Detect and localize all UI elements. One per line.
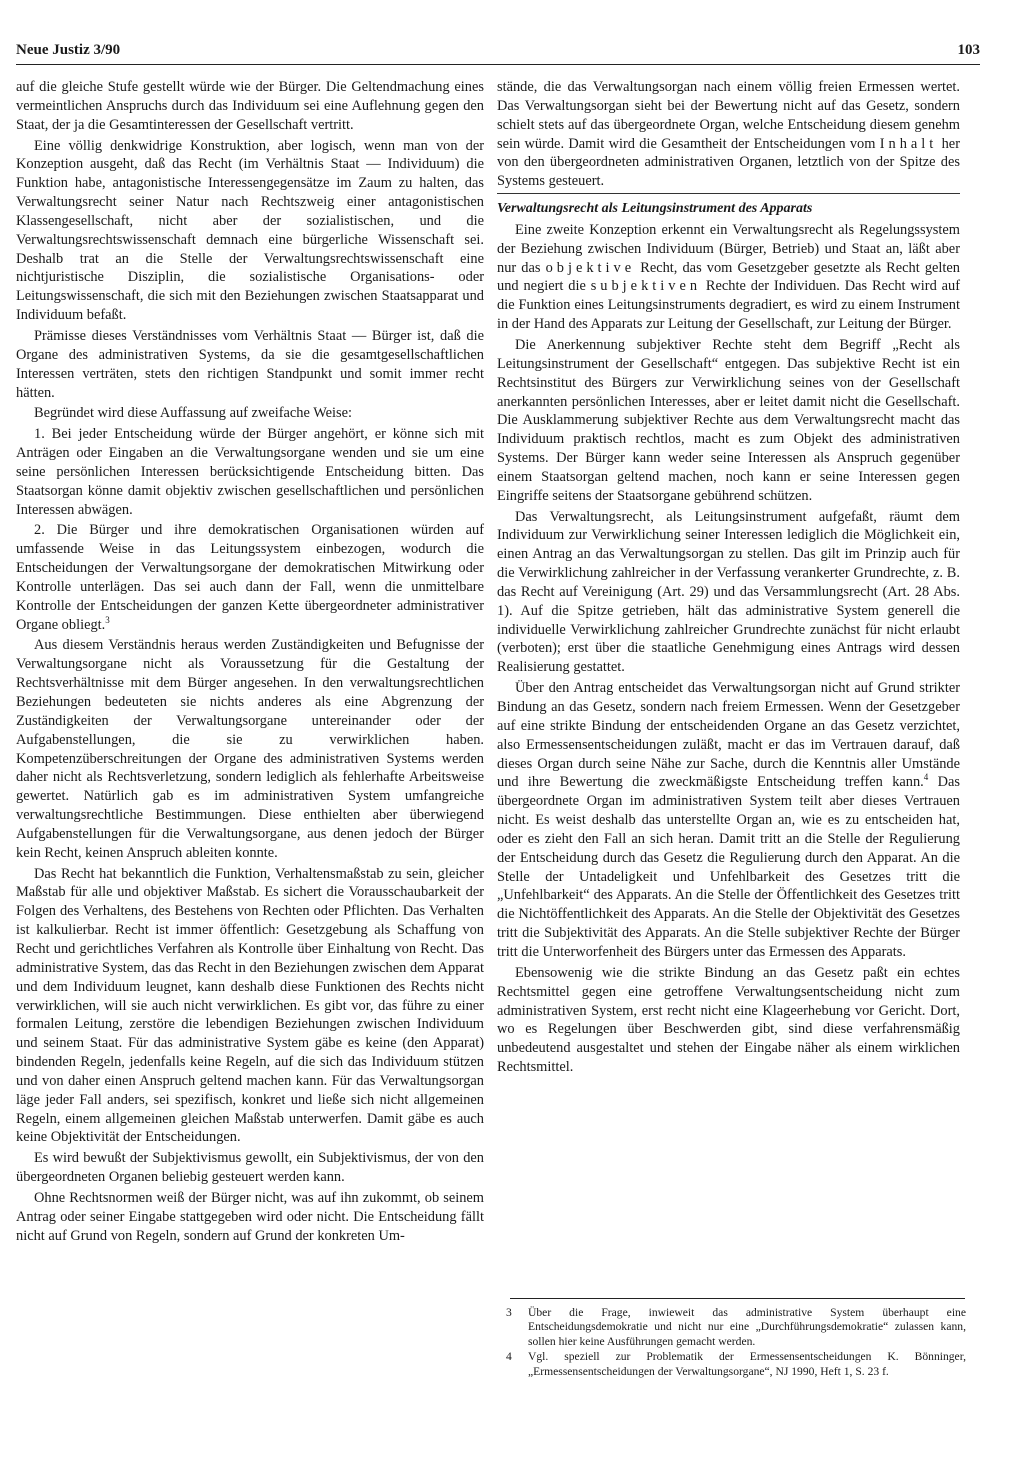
footnotes (506, 1306, 966, 1380)
paragraph-text: Das übergeordnete Organ im administrativen System teilt aber dieses Vertrauen nicht. Es weist deshalb das unterstellte Organ an, wie es zu entscheiden hat, oder es zieht den Fall an sich heran. Damit tritt an die Stelle der Regulierung der Entscheidung durch das Gesetz die Regulierung durch den Apparat. An die Stelle der Untadeligkeit und Unfehlbarkeit des Gesetzes tritt die „Unfehlbarkeit“ des Apparats. An die Stelle der Öffentlichkeit des Gesetzes tritt die Nichtöffentlichkeit des Apparats. An die Stelle der Objektivität des Gesetzes tritt die Subjektivität des Apparats. An die Stelle subjektiver Rechte der Bürger tritt die Unterworfenheit des Bürgers unter das Ermessen des Apparats. (497, 774, 961, 960)
paragraph: auf die gleiche Stufe gestellt würde wie der Bürger. Die Geltendmachung eines vermeintlichen Anspruchs durch das Individuum sei eine Auflehnung gegen den Staat, der ja die Gesamtinteressen der Gesellschaft vertritt. (16, 79, 484, 133)
emphasis-text: subjektiven (590, 278, 702, 295)
paragraph-text: 2. Die Bürger und ihre demokratischen Organisationen würden auf umfassende Weise in das Leitungssystem einbezogen, wodurch die Entscheidungen der Verwaltungsorgane der demokratischen Mitwirkung oder Kontrolle unterlägen. Das sei auch dann der Fall, wenn die unmittelbare Kontrolle der Entscheidungen der ganzen Kette übergeordneter administrativer Organe obliegt. (16, 522, 484, 633)
paragraph-text: stände, die das Verwaltungsorgan nach einem völlig freien Ermessen wertet. Das Verwaltungsorgan sieht bei der Bewertung nicht auf das Gesetz, sondern schielt stets auf das übergeordnete Organ, welche Entscheidung diesem genehm sein würde. Damit wird die Gesamtheit der Entscheidungen vom (497, 79, 960, 152)
paragraph: Ebensowenig wie die strikte Bindung an das Gesetz paßt ein echtes Rechtsmittel gegen eine getroffene Verwaltungsentscheidung nicht zum administrativen System, erst recht nicht eine Klageerhebung vor Gericht. Dort, wo es Regelungen über Beschwerden gibt, sind diese verfahrensmäßig unbedeutend ausgestaltet und stehen der Eingabe näher als einem wirklichen Rechtsmittel. (497, 964, 960, 1076)
paragraph: Das Verwaltungsrecht, als Leitungsinstrument aufgefaßt, räumt dem Individuum zur Verwirklichung seiner Interessen lediglich die Möglichkeit ein, einen Antrag an das Verwaltungsorgan zu stellen. Das gilt im Prinzip auch für die Verwirklichung zahlreicher in der Verfassung verankerter Grundrechte, z. B. das Recht auf Vereinigung (Art. 29) und das Versammlungsrecht (Art. 28 Abs. 1). Auf die Spitze getrieben, hält das administrative System generell die individuelle Verwirklichung zahlreicher Grundrechte zunächst für nicht erlaubt (verboten); erst über die staatliche Genehmigung eines Antrags wird dessen Realisierung gestattet. (497, 508, 960, 676)
right-column (497, 78, 960, 1077)
footnote (506, 1350, 966, 1379)
paragraph (497, 78, 960, 191)
paragraph (497, 679, 960, 962)
footnote-text: Vgl. speziell zur Problematik der Ermessensentscheidungen K. Bönninger, „Ermessensentscheidungen der Verwaltungsorgane“, NJ 1990, Heft 1, S. 23 f. (528, 1350, 966, 1378)
paragraph: Aus diesem Verständnis heraus werden Zuständigkeiten und Befugnisse der Verwaltungsorgane nicht als Voraussetzung für die Gestaltung der Rechtsverhältnisse mit dem Bürger angesehen. In den verwaltungsrechtlichen Beziehungen bedeuteten sie nichts anderes als eine Abgrenzung der Zuständigkeiten der Verwaltungsorgane untereinander oder der Aufgabenstellungen, die sie zu verwirklichen haben. Kompetenzüberschreitungen der Organe des administrativen Systems werden daher nicht als Rechtsverletzung, sondern lediglich als fehlerhafte Arbeitsweise gewertet. Natürlich gab es im administrativen System umfangreiche verwaltungsrechtliche Bestimmungen. Diese enthielten aber überwiegend Aufgabenstellungen für die Verwaltungsorgane, aus denen jedoch der Bürger kein Recht, keinen Anspruch ableiten konnte. (16, 637, 484, 861)
paragraph-text: her von den übergeordneten administrativen Organen, letztlich von der Spitze des Systems gesteuert. (497, 135, 960, 190)
paragraph: Begründet wird diese Auffassung auf zweifache Weise: (34, 405, 352, 422)
paragraph: Das Recht hat bekanntlich die Funktion, Verhaltensmaßstab zu sein, gleicher Maßstab für alle und objektiver Maßstab. Es sichert die Vorausschaubarkeit der Folgen des Verhaltens, des Bestehens von Rechten oder Pflichten. Das Verhalten ist kalkulierbar. Recht ist immer öffentlich: Gesetzgebung als Schaffung von Recht und gerichtliches Verfahren als Kontrolle über Einhaltung von Recht. Das administrative System, das das Recht in den Beziehungen zwischen dem Apparat und dem Individuum leugnet, kann deshalb diese Funktionen des Rechts nicht verwirklichen, will sie auch nicht verwirklichen. Es gibt vor, das führe zu einer formalen Leitung, zerstöre die lebendigen Beziehungen zwischen Individuum und seinem Staat. Für das administrative System gäbe es keine (den Apparat) bindenden Regeln, jedenfalls keine Regeln, auf die sich das Individuum stützen und von daher einen Anspruch geltend machen kann. Für das Verwaltungsorgan läge jeder Fall anders, sei spezifisch, konkret und ließe sich nicht allgemeinen Regeln, einem allgemeinen gleichen Maßstab unterwerfen. Damit gäbe es auch keine Objektivität der Entscheidungen. (16, 865, 484, 1146)
emphasis-text: objektive (545, 259, 636, 276)
paragraph (497, 221, 960, 334)
journal-title: Neue Justiz 3/90 (16, 42, 121, 58)
left-column (16, 78, 484, 1245)
footnote-number: 3 (506, 1306, 512, 1319)
footnote-number: 4 (506, 1350, 512, 1364)
footnote-text: Über die Frage, inwieweit das administrative System überhaupt eine Entscheidungsdemokratie und nicht nur eine „Durchführungsdemokratie“ zulassen kann, sollen hier keine Ausführungen gemacht werden. (528, 1306, 966, 1348)
paragraph: Prämisse dieses Verständnisses vom Verhältnis Staat — Bürger ist, daß die Organe des administrativen Systems, da sie die gesamtgesellschaftlichen Interessen verträten, stets den richtigen Standpunkt und somit immer recht hätten. (16, 327, 484, 401)
paragraph (16, 521, 484, 634)
paragraph-text: Rechte der Individuen. Das Recht wird auf die Funktion eines Leitungsinstruments degradiert, es wird zu einem Instrument in der Hand des Apparats zur Leitung der Gesellschaft, zur Leitung der Bürger. (497, 278, 960, 333)
paragraph-text: Über den Antrag entscheidet das Verwaltungsorgan nicht auf Grund strikter Bindung an das Gesetz, sondern nach freiem Ermessen. Wenn der Gesetzgeber auf eine strikte Bindung der entscheidenden Organe an das Gesetz verzichtet, also Ermessensentscheidungen zuläßt, macht er das im Vertrauen darauf, daß dieses Organ durch seine Nähe zur Sache, durch die Kenntnis aller Umstände und ihre Bewertung die zweckmäßigste Entscheidung treffen kann. (497, 680, 960, 791)
paragraph-text: Eine zweite Konzeption erkennt ein Verwaltungsrecht als Regelungssystem der Beziehung zwischen Individuum (Bürger, Betrieb) und Staat an, läßt aber nur das (497, 221, 960, 276)
paragraph: Es wird bewußt der Subjektivismus gewollt, ein Subjektivismus, der von den übergeordneten Organen beliebig gesteuert werden kann. (16, 1150, 484, 1186)
paragraph-text: Recht, das vom Gesetzgeber gesetzte als Recht gelten und negiert die (497, 259, 960, 295)
footnote-divider (510, 1298, 965, 1299)
paragraph: Die Anerkennung subjektiver Rechte steht dem Begriff „Recht als Leitungsinstrument der Gesellschaft“ entgegen. Das subjektive Recht ist ein Rechtsinstitut des Bürgers zur Verwirklichung seines von der Gesellschaft anerkannten persönlichen Interesses, aber er leitet damit nicht die Gesellschaft. Die Ausklammerung subjektiver Rechte aus dem Verwaltungsrecht macht das Individuum praktisch rechtlos, macht es zum Objekt des administrativen Systems. Der Bürger kann weder seine Interessen als Anspruch gegenüber einem Staatsorgan geltend machen, noch kann er seine Interessen gegen Eingriffe seitens der Staatsorgane gebührend schützen. (497, 336, 960, 504)
section-heading: Verwaltungsrecht als Leitungsinstrument des Apparats (497, 193, 960, 219)
paragraph: 1. Bei jeder Entscheidung würde der Bürger angehört, er könne sich mit Anträgen oder Eingaben an die Verwaltungsorgane wenden und sie um eine seine persönlichen Interessen berücksichtigende Entscheidung bitten. Das Staatsorgan könne damit objektiv zwischen gesellschaftlichen und persönlichen Interessen abwägen. (16, 426, 484, 518)
paragraph: Eine völlig denkwidrige Konstruktion, aber logisch, wenn man von der Konzeption ausgeht, daß das Recht (im Verhältnis Staat — Individuum) die Funktion habe, antagonistische Interessengegensätze im Zaum zu halten, das Verwaltungsrecht seiner Natur nach Rechtszweig einer antagonistischen Klassengesellschaft, nicht aber der sozialistischen, und die Verwaltungsrechtswissenschaft demnach eine bürgerliche Wissenschaft sei. Deshalb trat an die Stelle der Verwaltungsrechtswissenschaft eine nichtjuristische Disziplin, die sozialistische Organisations- oder Leitungswissenschaft, die sich mit den Beziehungen zwischen Staatsapparat und Individuum befaßt. (16, 137, 484, 324)
footnote-ref: 4 (923, 772, 929, 783)
page-header (16, 40, 980, 65)
footnote (506, 1306, 966, 1349)
page-number: 103 (957, 42, 980, 58)
paragraph: Ohne Rechtsnormen weiß der Bürger nicht, was auf ihn zukommt, ob seinem Antrag oder seiner Eingabe stattgegeben wird oder nicht. Die Entscheidung fällt nicht auf Grund von Regeln, sondern auf Grund der konkreten Um- (16, 1189, 484, 1244)
emphasis-text: Inhalt (879, 135, 938, 152)
footnote-ref: 3 (105, 614, 110, 625)
